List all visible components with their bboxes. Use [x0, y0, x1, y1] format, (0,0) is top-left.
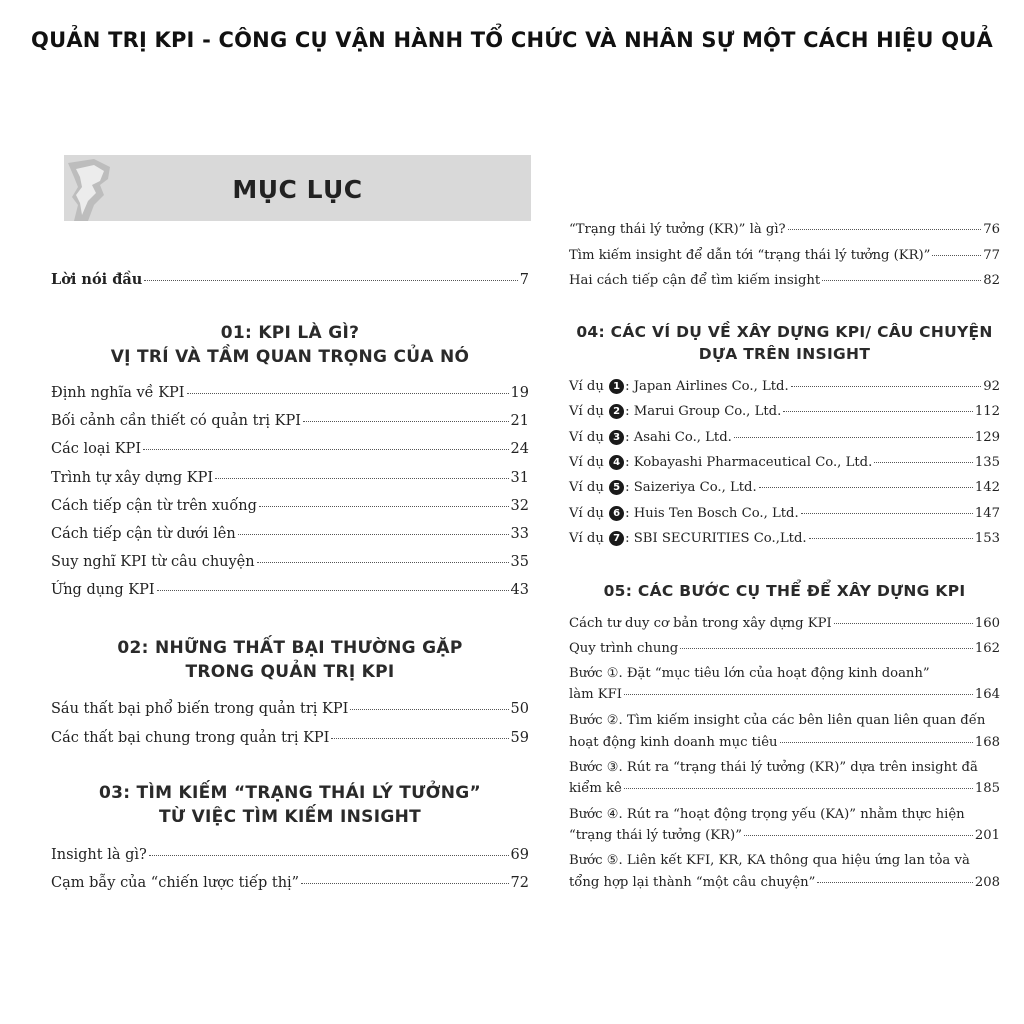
entry-label: Cạm bẫy của “chiến lược tiếp thị” — [51, 875, 300, 891]
entry-page: 76 — [983, 222, 1000, 237]
section-heading-02 — [51, 636, 529, 684]
toc-entry — [51, 468, 529, 488]
entry-label: Cách tiếp cận từ dưới lên — [51, 526, 236, 542]
entry-page: 208 — [974, 875, 1000, 890]
heading-line: 05: CÁC BƯỚC CỤ THỂ ĐỂ XÂY DỰNG KPI — [603, 582, 966, 600]
entry-label: kiểm kê — [569, 781, 622, 796]
entry-page: 21 — [510, 413, 529, 430]
example-prefix: Ví dụ — [569, 505, 604, 521]
entry-label-line: Bước ③. Rút ra “trạng thái lý tưởng (KR)” dựa trên insight đã — [569, 760, 978, 775]
example-prefix: Ví dụ — [569, 530, 604, 546]
example-number-badge: 4 — [609, 455, 624, 470]
toc-entry-preface — [51, 270, 529, 290]
leader-dots — [157, 590, 509, 591]
entry-page: 168 — [974, 735, 1000, 750]
entry-page: 77 — [983, 247, 1000, 263]
entry-label: Định nghĩa về KPI — [51, 385, 185, 401]
entry-label: “Trạng thái lý tưởng (KR)” là gì? — [569, 222, 786, 237]
entry-page: 185 — [974, 781, 1000, 796]
toc-entry — [569, 271, 1000, 291]
entry-page: 147 — [974, 505, 1000, 521]
entry-label: Sáu thất bại phổ biến trong quản trị KPI — [51, 701, 349, 717]
example-company: : Asahi Co., Ltd. — [625, 429, 732, 445]
entry-page: 112 — [974, 404, 1000, 420]
entry-label — [569, 377, 789, 397]
example-number-badge: 3 — [609, 430, 624, 445]
entry-label — [569, 529, 807, 549]
entry-label: hoạt động kinh doanh mục tiêu — [569, 735, 778, 750]
entry-page: 164 — [974, 687, 1000, 702]
toc-entry — [569, 873, 1000, 893]
example-prefix: Ví dụ — [569, 480, 604, 496]
heading-line: 02: NHỮNG THẤT BẠI THƯỜNG GẶP — [117, 638, 463, 658]
leader-dots — [144, 280, 517, 281]
entry-page: 92 — [983, 379, 1000, 394]
leader-dots — [801, 513, 973, 514]
entry-page: 33 — [510, 526, 529, 542]
example-prefix: Ví dụ — [569, 379, 604, 394]
entry-page: 59 — [510, 730, 529, 746]
entry-label: Quy trình chung — [569, 641, 679, 656]
leader-dots — [817, 882, 972, 883]
toc-header-banner — [64, 155, 531, 221]
entry-label: Trình tự xây dựng KPI — [51, 469, 214, 486]
toc-entry — [51, 439, 529, 459]
example-number-badge: 7 — [609, 531, 624, 546]
entry-page: 129 — [974, 429, 1000, 445]
entry-label: Cách tư duy cơ bản trong xây dựng KPI — [569, 616, 832, 631]
entry-page: 31 — [510, 469, 529, 486]
leader-dots — [791, 386, 982, 387]
example-prefix: Ví dụ — [569, 404, 604, 420]
entry-label-line: Bước ①. Đặt “mục tiêu lớn của hoạt động kinh doanh” — [569, 666, 930, 681]
toc-entry — [51, 728, 529, 748]
leader-dots — [734, 437, 973, 438]
toc-entry — [51, 552, 529, 572]
entry-label — [569, 428, 732, 448]
leader-dots — [822, 280, 981, 281]
leader-dots — [783, 411, 973, 412]
entry-label: Ứng dụng KPI — [51, 582, 155, 599]
example-number-badge: 1 — [609, 379, 624, 394]
toc-entry — [569, 453, 1000, 473]
example-company: : Japan Airlines Co., Ltd. — [625, 379, 789, 394]
leader-dots — [932, 255, 981, 256]
example-company: : Marui Group Co., Ltd. — [625, 404, 782, 420]
entry-label: Các loại KPI — [51, 441, 142, 458]
example-company: : Huis Ten Bosch Co., Ltd. — [625, 505, 799, 521]
toc-entry — [569, 402, 1000, 422]
entry-label-line: Bước ⑤. Liên kết KFI, KR, KA thông qua hiệu ứng lan tỏa và — [569, 853, 970, 868]
toc-entry — [569, 685, 1000, 705]
leader-dots — [874, 462, 973, 463]
leader-dots — [350, 709, 508, 710]
entry-label: Hai cách tiếp cận để tìm kiếm insight — [569, 273, 821, 288]
leader-dots — [238, 534, 509, 535]
leader-dots — [143, 449, 509, 450]
toc-entry — [51, 496, 529, 516]
entry-label: Cách tiếp cận từ trên xuống — [51, 497, 257, 514]
heading-line: 04: CÁC VÍ DỤ VỀ XÂY DỰNG KPI/ CÂU CHUYỆN — [576, 323, 993, 341]
entry-page: 135 — [974, 454, 1000, 470]
toc-entry — [569, 377, 1000, 397]
entry-page: 43 — [510, 582, 529, 599]
example-company: : Kobayashi Pharmaceutical Co., Ltd. — [625, 454, 873, 470]
entry-label: Insight là gì? — [51, 847, 147, 863]
leader-dots — [624, 788, 973, 789]
leader-dots — [759, 487, 973, 488]
section-heading-05 — [569, 580, 1000, 602]
leader-dots — [744, 835, 973, 836]
entry-label — [569, 478, 757, 498]
entry-page: 7 — [519, 272, 529, 288]
example-number-badge: 5 — [609, 480, 624, 495]
leader-dots — [257, 562, 509, 563]
book-title: QUẢN TRỊ KPI - CÔNG CỤ VẬN HÀNH TỔ CHỨC VÀ NHÂN SỰ MỘT CÁCH HIỆU QUẢ — [31, 28, 993, 52]
toc-entry — [51, 524, 529, 544]
leader-dots — [680, 648, 973, 649]
entry-label: tổng hợp lại thành “một câu chuyện” — [569, 875, 816, 890]
leader-dots — [301, 883, 508, 884]
toc-title: MỤC LỤC — [232, 175, 363, 204]
leader-dots — [788, 229, 982, 230]
section-heading-01 — [51, 321, 529, 369]
entry-page: 19 — [510, 385, 529, 401]
toc-entry — [51, 580, 529, 600]
entry-page: 69 — [510, 847, 529, 863]
entry-label: Lời nói đầu — [51, 271, 143, 288]
toc-entry — [51, 383, 529, 403]
entry-label: Suy nghĩ KPI từ câu chuyện — [51, 554, 255, 571]
entry-page: 50 — [510, 701, 529, 717]
toc-entry — [51, 845, 529, 865]
leader-dots — [780, 742, 973, 743]
entry-page: 35 — [510, 554, 529, 571]
entry-label: Bối cảnh cần thiết có quản trị KPI — [51, 413, 301, 430]
leader-dots — [624, 694, 973, 695]
toc-entry — [569, 779, 1000, 799]
heading-line: DỰA TRÊN INSIGHT — [698, 345, 871, 363]
entry-label: làm KFI — [569, 687, 622, 702]
heading-line: TRONG QUẢN TRỊ KPI — [185, 662, 395, 682]
entry-page: 32 — [510, 497, 529, 514]
leader-dots — [259, 506, 509, 507]
toc-entry — [51, 699, 529, 719]
example-prefix: Ví dụ — [569, 429, 604, 445]
entry-page: 162 — [974, 641, 1000, 656]
leader-dots — [187, 393, 509, 394]
example-number-badge: 2 — [609, 404, 624, 419]
toc-entry — [569, 733, 1000, 753]
section-heading-03 — [51, 781, 529, 829]
entry-label: Các thất bại chung trong quản trị KPI — [51, 730, 330, 746]
toc-entry — [569, 614, 1000, 634]
toc-entry — [569, 639, 1000, 659]
section-heading-04 — [569, 321, 1000, 365]
entry-label — [569, 504, 799, 524]
toc-entry — [569, 246, 1000, 266]
toc-entry — [569, 504, 1000, 524]
entry-page: 153 — [974, 530, 1000, 546]
leader-dots — [331, 738, 508, 739]
entry-page: 72 — [510, 875, 529, 891]
entry-label: Tìm kiếm insight để dẫn tới “trạng thái lý tưởng (KR)” — [569, 247, 931, 263]
leader-dots — [149, 855, 509, 856]
heading-line: VỊ TRÍ VÀ TẦM QUAN TRỌNG CỦA NÓ — [110, 347, 470, 367]
entry-page: 82 — [983, 273, 1000, 288]
entry-label-line: Bước ②. Tìm kiếm insight của các bên liên quan liên quan đến — [569, 713, 986, 728]
toc-entry — [569, 529, 1000, 549]
leader-dots — [303, 421, 509, 422]
entry-label: “trạng thái lý tưởng (KR)” — [569, 828, 742, 843]
toc-entry — [51, 411, 529, 431]
example-number-badge: 6 — [609, 506, 624, 521]
example-company: : SBI SECURITIES Co.,Ltd. — [625, 530, 807, 546]
entry-label-line: Bước ④. Rút ra “hoạt động trọng yếu (KA)” nhằm thực hiện — [569, 807, 965, 822]
toc-entry — [569, 220, 1000, 240]
toc-entry — [569, 826, 1000, 846]
leader-dots — [809, 538, 973, 539]
entry-page: 24 — [510, 441, 529, 458]
example-prefix: Ví dụ — [569, 454, 604, 470]
toc-entry — [569, 428, 1000, 448]
leader-dots — [834, 623, 973, 624]
entry-label — [569, 402, 781, 422]
entry-page: 160 — [974, 616, 1000, 631]
entry-page: 201 — [974, 828, 1000, 843]
heading-line: 01: KPI LÀ GÌ? — [220, 323, 360, 343]
entry-page: 142 — [974, 480, 1000, 496]
toc-entry — [569, 478, 1000, 498]
toc-entry — [51, 873, 529, 893]
leader-dots — [215, 478, 508, 479]
heading-line: TỪ VIỆC TÌM KIẾM INSIGHT — [158, 807, 421, 827]
heading-line: 03: TÌM KIẾM “TRẠNG THÁI LÝ TƯỞNG” — [98, 783, 482, 803]
example-company: : Saizeriya Co., Ltd. — [625, 480, 757, 496]
entry-label — [569, 453, 872, 473]
